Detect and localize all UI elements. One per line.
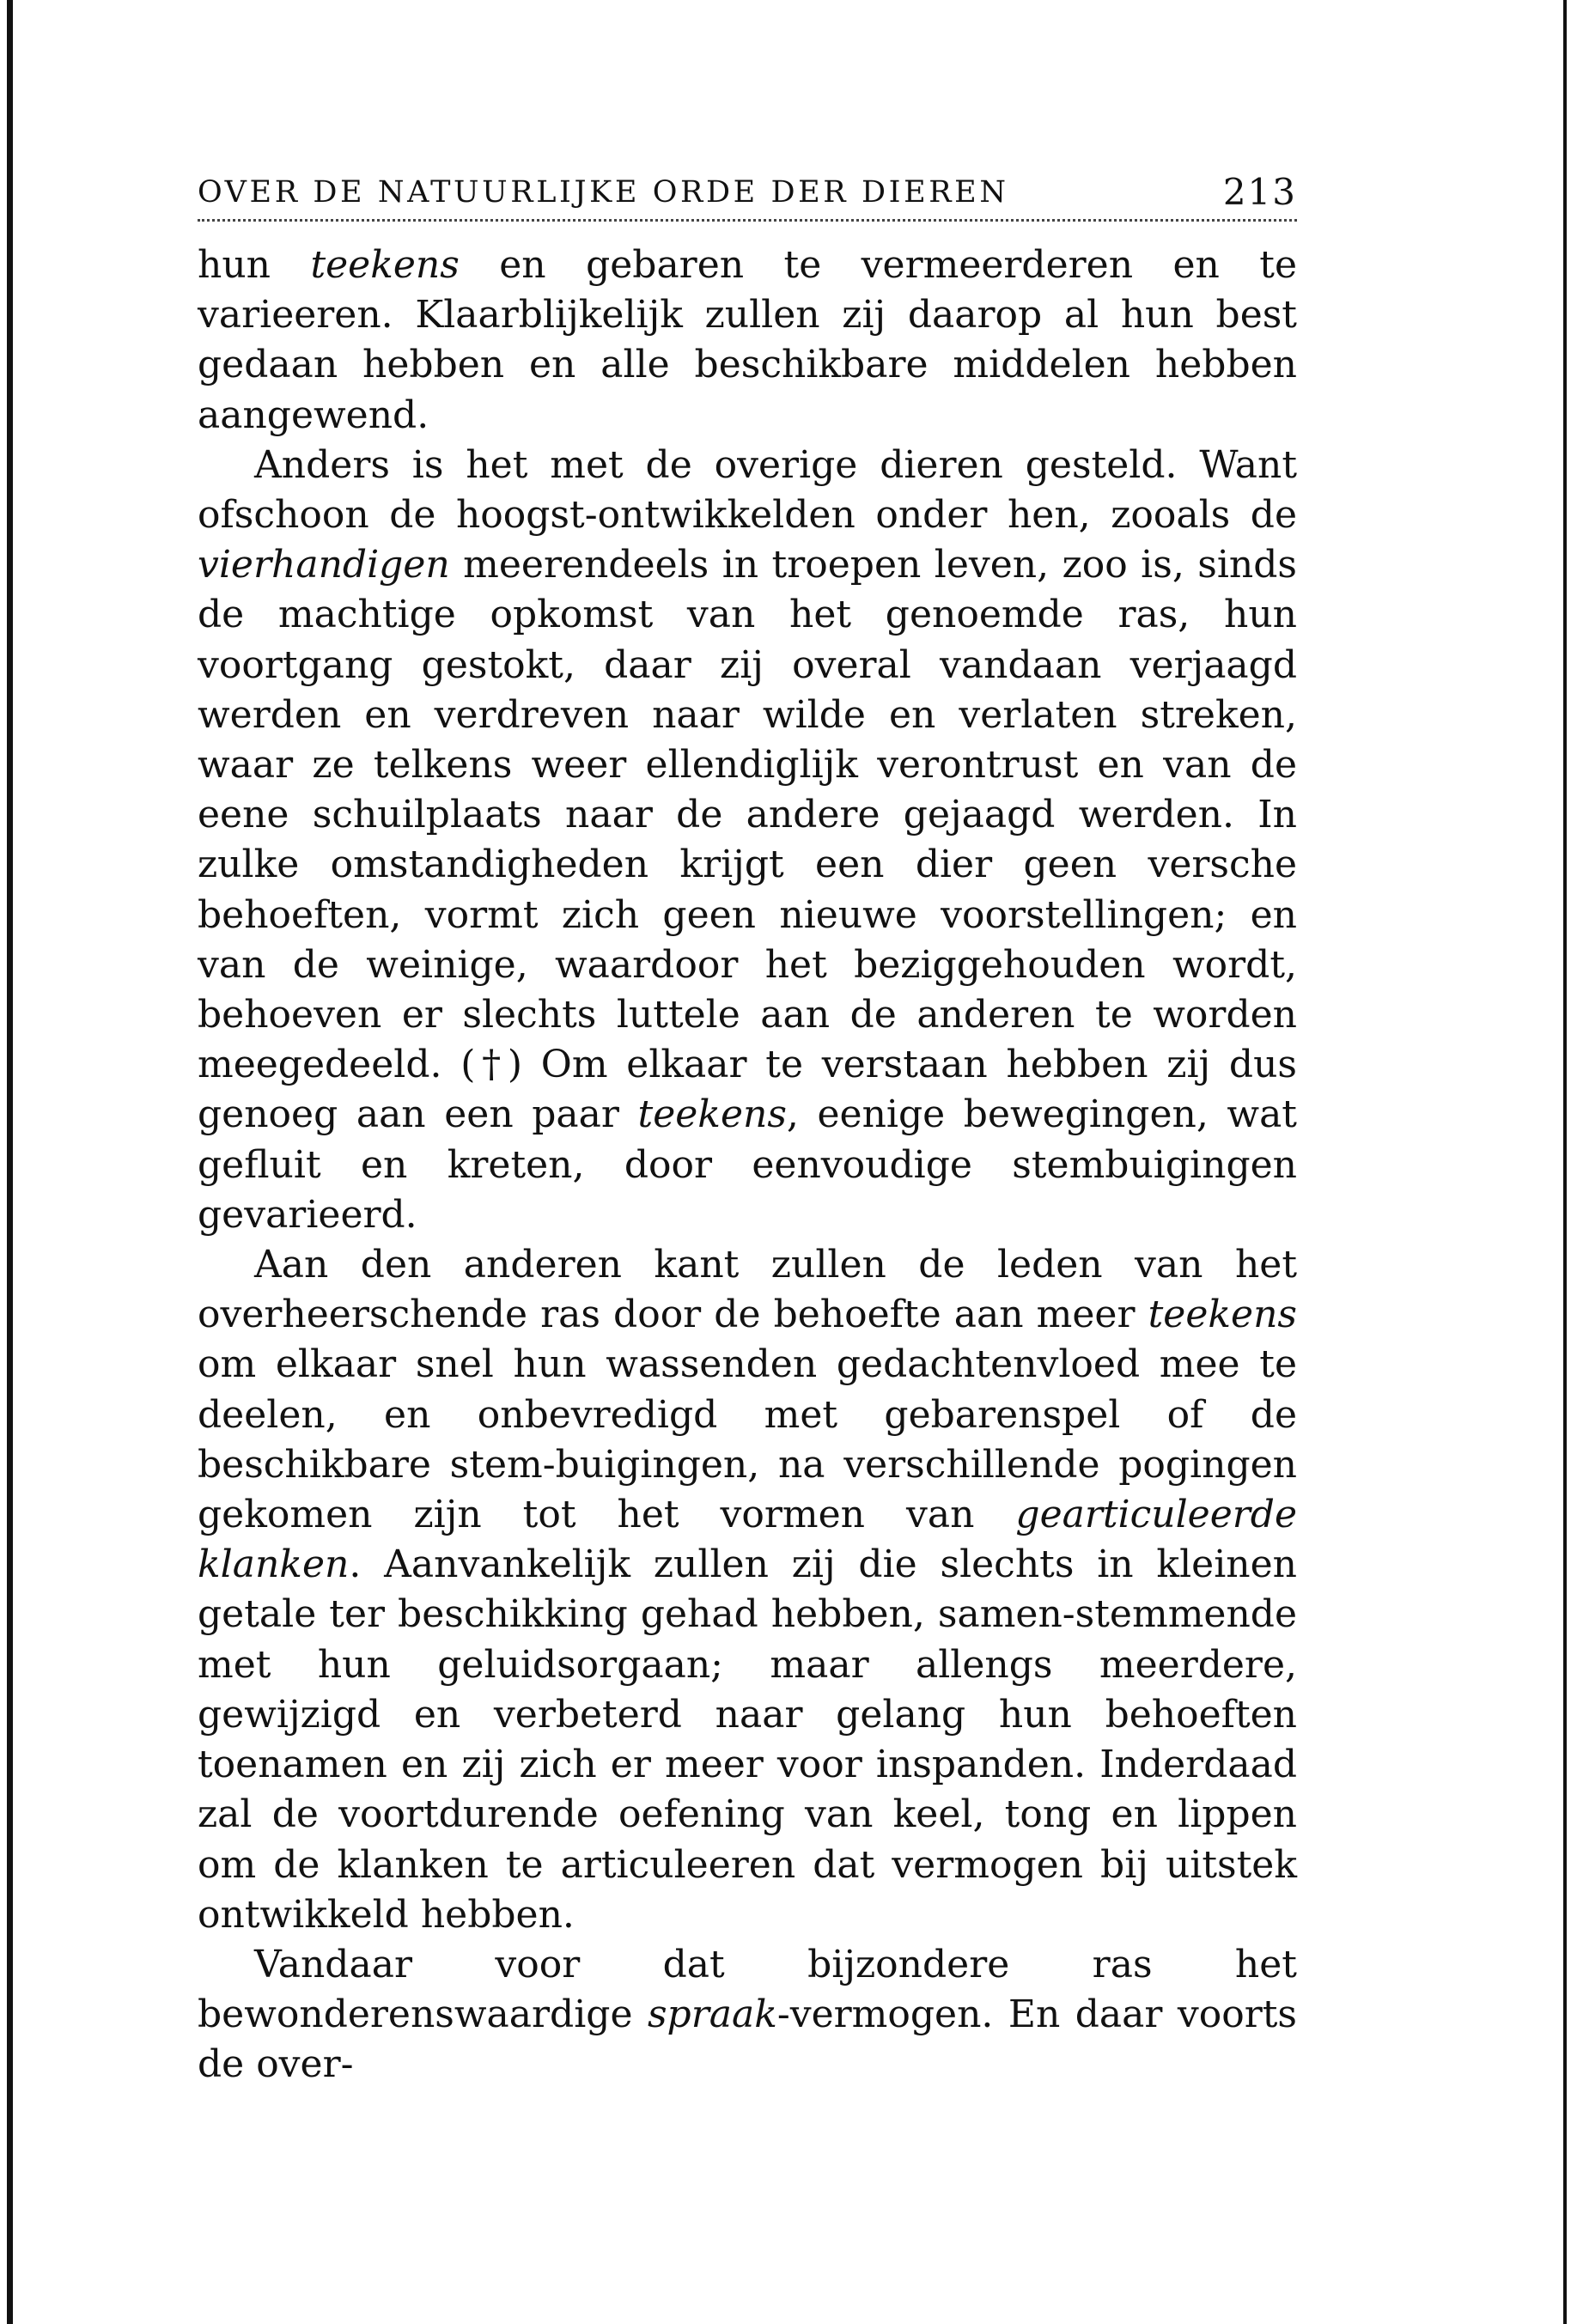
- italic-term: vierhandigen: [198, 543, 450, 587]
- page-header: [198, 167, 1297, 227]
- text-run: , eenige bewegingen, wat gefluit en kreten, door eenvoudige stembuigingen gevarieerd.: [198, 1092, 1297, 1237]
- text-run: en gebaren te vermeerderen en te varieeren. Klaarblijkelijk zullen zij daarop al hun best gedaan hebben en alle beschikbare middelen hebben aangewend.: [198, 243, 1298, 437]
- text-run: hun: [198, 243, 311, 287]
- text-run: Vandaar voor dat bijzondere ras het bewonderenswaardige: [198, 1942, 1297, 2037]
- paragraph: [198, 1940, 1297, 2090]
- scan-left-edge: [7, 0, 13, 2324]
- page-number: 213: [1222, 171, 1297, 213]
- italic-term: teekens: [310, 243, 460, 287]
- text-run: -vermogen. En daar voorts de over-: [198, 1992, 1297, 2087]
- italic-term: teekens: [1148, 1293, 1297, 1337]
- italic-term: spraak: [647, 1992, 777, 2037]
- running-title: OVER DE NATUURLIJKE ORDE DER DIEREN: [198, 175, 1009, 210]
- text-run: meerendeels in troepen leven, zoo is, sinds de machtige opkomst van het genoemde ras, hun voortgang gestokt, daar zij overal vandaan verjaagd werden en verdreven naar wilde en verlaten streken, waar ze telkens weer ellendiglijk verontrust en van de eene schuilplaats naar de andere gejaagd werden. In zulke omstandigheden krijgt een dier geen versche behoeften, vormt zich geen nieuwe voorstellingen; en van de weinige, waardoor het beziggehouden wordt, behoeven er slechts luttele aan de anderen te worden meegedeeld. (†) Om elkaar te verstaan hebben zij dus genoeg aan een paar: [198, 543, 1297, 1137]
- scan-right-edge: [1563, 0, 1567, 2324]
- text-run: Anders is het met de overige dieren gesteld. Want ofschoon de hoogst-ontwikkelden onder hen, zooals de: [198, 442, 1297, 538]
- text-run: . Aanvankelijk zullen zij die slechts in kleinen getale ter beschikking gehad hebben, samen-stemmende met hun geluidsorgaan; maar allengs meerdere, gewijzigd en verbeterd naar gelang hun behoeften toenamen en zij zich er meer voor inspanden. Inderdaad zal de voortdurende oefening van keel, tong en lippen om de klanken te articuleeren dat vermogen bij uitstek ontwikkeld hebben.: [198, 1542, 1297, 1937]
- body-text: [198, 240, 1297, 2090]
- text-run: om elkaar snel hun wassenden gedachtenvloed mee te deelen, en onbevredigd met gebarenspel of de beschikbare stem-buigingen, na verschillende pogingen gekomen zijn tot het vormen van: [198, 1342, 1297, 1537]
- paragraph: [198, 240, 1297, 441]
- header-dotted-rule: [198, 219, 1297, 222]
- text-run: Aan den anderen kant zullen de leden van het overheerschende ras door de behoefte aan meer: [198, 1243, 1297, 1337]
- paragraph: [198, 1240, 1297, 1940]
- italic-term: gearticuleerde klanken: [198, 1493, 1297, 1587]
- italic-term: teekens: [637, 1092, 787, 1137]
- paragraph: [198, 441, 1297, 1240]
